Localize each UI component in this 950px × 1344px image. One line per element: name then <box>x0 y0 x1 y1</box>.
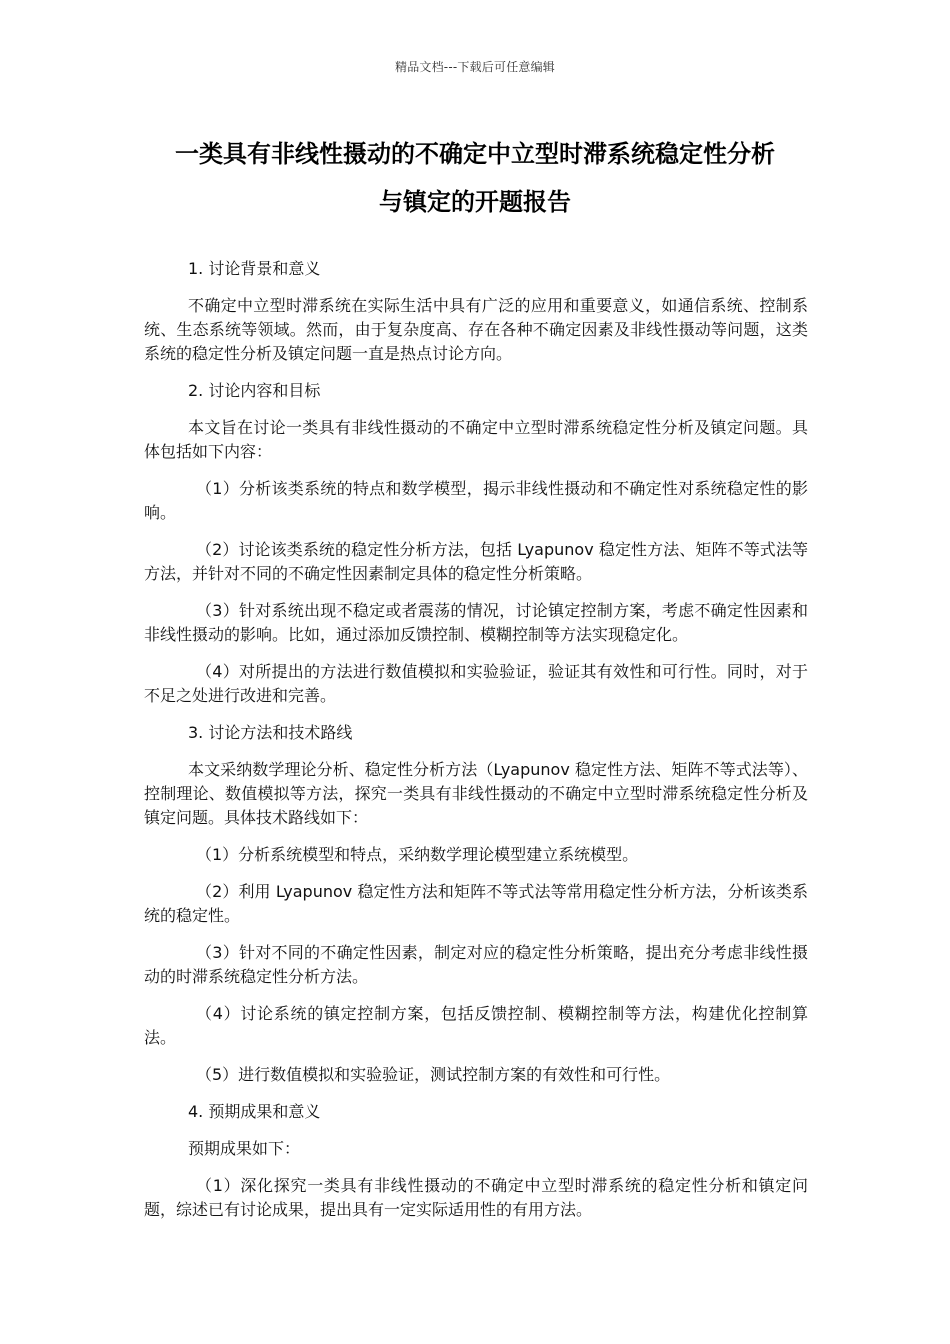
list-item: （4）对所提出的方法进行数值模拟和实验验证，验证其有效性和可行性。同时，对于不足之处进行改进和完善。 <box>144 662 808 705</box>
section-heading: 2. 讨论内容和目标 <box>188 381 321 400</box>
document-title <box>120 130 830 226</box>
paragraph: 预期成果如下： <box>188 1139 301 1158</box>
list-item: （1）深化探究一类具有非线性摄动的不确定中立型时滞系统的稳定性分析和镇定问题，综述已有讨论成果，提出具有一定实际适用性的有用方法。 <box>144 1176 808 1219</box>
list-item: （1）分析系统模型和特点，采纳数学理论模型建立系统模型。 <box>196 845 639 864</box>
list-item: （2）利用 Lyapunov 稳定性方法和矩阵不等式法等常用稳定性分析方法，分析该类系统的稳定性。 <box>144 882 808 925</box>
list-item: （2）讨论该类系统的稳定性分析方法，包括 Lyapunov 稳定性方法、矩阵不等式法等方法，并针对不同的不确定性因素制定具体的稳定性分析策略。 <box>144 540 808 583</box>
list-item: （4）讨论系统的镇定控制方案，包括反馈控制、模糊控制等方法，构建优化控制算法。 <box>144 1004 808 1047</box>
paragraph: 本文旨在讨论一类具有非线性摄动的不确定中立型时滞系统稳定性分析及镇定问题。具体包括如下内容： <box>144 418 808 461</box>
section-heading: 4. 预期成果和意义 <box>188 1102 321 1121</box>
document-body <box>144 257 808 1235</box>
paragraph: 本文采纳数学理论分析、稳定性分析方法（Lyapunov 稳定性方法、矩阵不等式法等）、控制理论、数值模拟等方法，探究一类具有非线性摄动的不确定中立型时滞系统稳定性分析及镇定问题。具体技术路线如下： <box>144 760 808 827</box>
section-heading: 3. 讨论方法和技术路线 <box>188 723 353 742</box>
page-header: 精品文档---下载后可任意编辑 <box>395 60 555 74</box>
title-line-1: 一类具有非线性摄动的不确定中立型时滞系统稳定性分析 <box>175 140 775 168</box>
section-heading: 1. 讨论背景和意义 <box>188 259 321 278</box>
list-item: （3）针对不同的不确定性因素，制定对应的稳定性分析策略，提出充分考虑非线性摄动的时滞系统稳定性分析方法。 <box>144 943 808 986</box>
list-item: （5）进行数值模拟和实验验证，测试控制方案的有效性和可行性。 <box>196 1065 671 1084</box>
paragraph: 不确定中立型时滞系统在实际生活中具有广泛的应用和重要意义，如通信系统、控制系统、生态系统等领域。然而，由于复杂度高、存在各种不确定因素及非线性摄动等问题，这类系统的稳定性分析及镇定问题一直是热点讨论方向。 <box>144 296 808 363</box>
title-line-2: 与镇定的开题报告 <box>379 188 571 216</box>
list-item: （3）针对系统出现不稳定或者震荡的情况，讨论镇定控制方案，考虑不确定性因素和非线性摄动的影响。比如，通过添加反馈控制、模糊控制等方法实现稳定化。 <box>144 601 808 644</box>
list-item: （1）分析该类系统的特点和数学模型，揭示非线性摄动和不确定性对系统稳定性的影响。 <box>144 479 808 522</box>
